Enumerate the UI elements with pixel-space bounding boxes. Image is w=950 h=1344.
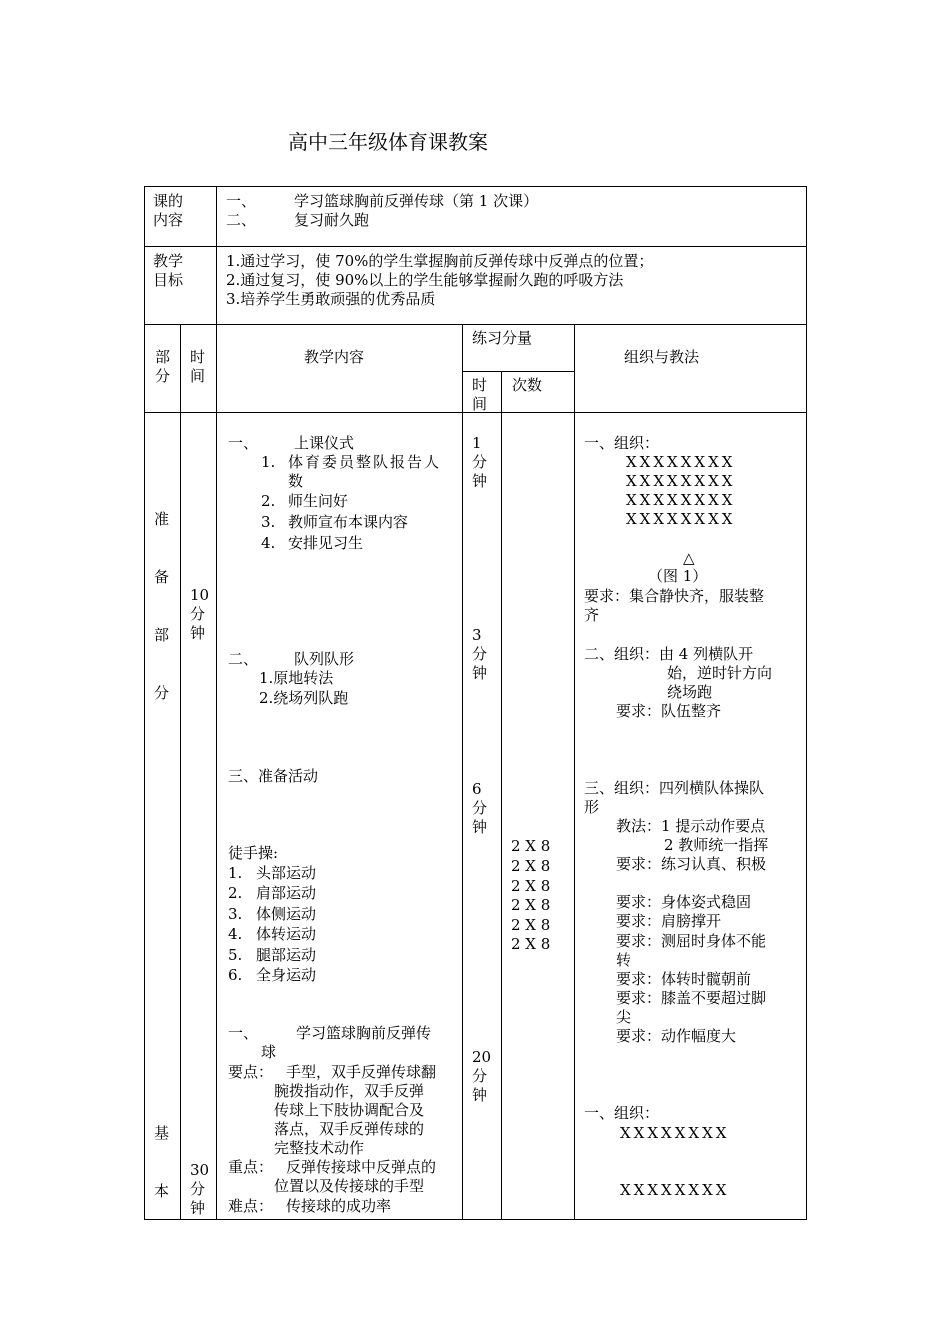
- header-time-1: 时: [190, 348, 206, 366]
- header-load: 练习分量: [472, 329, 533, 347]
- table-border-top: [144, 186, 807, 187]
- list-num: 6.: [228, 966, 243, 984]
- load-time: 钟: [472, 818, 488, 836]
- load-time: 6: [472, 780, 482, 798]
- org-req: 要求：练习认真、积极: [616, 855, 767, 873]
- list-num: 3.: [261, 513, 276, 531]
- org-req: 要求：体转时髋朝前: [616, 970, 752, 988]
- org-req: 要求：队伍整齐: [616, 702, 722, 720]
- load-count: 2 X 8: [511, 877, 551, 895]
- org-req: 要求：动作幅度大: [616, 1027, 737, 1045]
- org-o4: 一、组织：: [584, 1104, 660, 1122]
- load-time: 1: [472, 434, 482, 452]
- load-time: 20: [472, 1048, 492, 1066]
- key-line: 传球上下肢协调配合及: [274, 1101, 425, 1119]
- org-req: 要求：集合静快齐，服装整: [584, 587, 765, 605]
- basic-time: 钟: [190, 1199, 206, 1217]
- load-count: 2 X 8: [511, 935, 551, 953]
- header-load-time-1: 时: [472, 376, 488, 394]
- section-basic-char: 本: [154, 1182, 170, 1200]
- formation-row: XXXXXXXX: [620, 1181, 730, 1199]
- list-item: 全身运动: [256, 966, 317, 984]
- key-label: 要点：: [228, 1063, 274, 1081]
- content-s2-num: 二、: [228, 650, 259, 668]
- key-line: 完整技术动作: [274, 1139, 365, 1157]
- list-num: 5.: [228, 946, 243, 964]
- content-b1-num: 一、: [228, 1024, 259, 1042]
- col-divider-label: [216, 186, 217, 1220]
- goal-line: 1.通过学习，使 70%的学生掌握胸前反弹传球中反弹点的位置；: [226, 252, 654, 270]
- list-item: 体育委员整队报告人: [288, 453, 442, 471]
- list-item: 安排见习生: [288, 534, 364, 552]
- list-num: 1.: [228, 864, 243, 882]
- formation-row: XXXXXXXX: [620, 1124, 730, 1142]
- list-item: 腿部运动: [256, 946, 317, 964]
- list-num: 1.: [261, 453, 276, 471]
- list-item: 数: [288, 472, 304, 490]
- header-part-1: 部: [155, 348, 171, 366]
- list-num: 4.: [228, 925, 243, 943]
- org-req: 要求：身体姿式稳固: [616, 893, 752, 911]
- teacher-triangle-icon: △: [683, 549, 695, 567]
- section-prep-char: 备: [154, 568, 170, 586]
- load-count: 2 X 8: [511, 896, 551, 914]
- table-border-bottom: [144, 1219, 807, 1220]
- list-item: 头部运动: [256, 864, 317, 882]
- formation-row: XXXXXXXX: [626, 453, 736, 471]
- list-num: 2.: [261, 492, 276, 510]
- org-o2: 始，逆时针方向: [667, 664, 773, 682]
- section-prep-char: 分: [154, 684, 170, 702]
- list-num: 4.: [261, 534, 276, 552]
- load-time: 分: [472, 645, 488, 663]
- header-load-count: 次数: [512, 376, 543, 394]
- org-o3: 三、组织：四列横队体操队: [584, 779, 765, 797]
- section-prep-char: 部: [154, 626, 170, 644]
- header-org: 组织与教法: [624, 348, 700, 366]
- goal-label-2: 目标: [153, 271, 184, 289]
- basic-time: 分: [190, 1180, 206, 1198]
- org-req: 转: [616, 951, 632, 969]
- org-method: 2 教师统一指挥: [664, 836, 769, 854]
- load-time: 钟: [472, 472, 488, 490]
- load-time: 分: [472, 453, 488, 471]
- prep-time: 分: [190, 605, 206, 623]
- org-req: 齐: [584, 606, 600, 624]
- formation-row: XXXXXXXX: [626, 491, 736, 509]
- load-time: 3: [472, 626, 482, 644]
- focus-line: 位置以及传接球的手型: [274, 1177, 425, 1195]
- list-item: 肩部运动: [256, 884, 317, 902]
- formation-row: XXXXXXXX: [626, 472, 736, 490]
- row-divider-lesson: [144, 246, 807, 247]
- basic-time: 30: [190, 1161, 210, 1179]
- col-divider-count: [501, 371, 502, 1220]
- goal-line: 3.培养学生勇敢顽强的优秀品质: [226, 290, 436, 308]
- goal-label-1: 教学: [153, 252, 184, 270]
- load-time: 钟: [472, 1086, 488, 1104]
- list-item: 1.原地转法: [259, 669, 334, 687]
- list-item: 师生问好: [288, 492, 349, 510]
- prep-time: 钟: [190, 624, 206, 642]
- list-item: 2.绕场列队跑: [259, 689, 349, 707]
- lesson-item-num: 二、: [226, 211, 257, 229]
- org-req: 尖: [616, 1008, 632, 1026]
- diff-line: 传接球的成功率: [286, 1197, 392, 1215]
- formation-row: XXXXXXXX: [626, 510, 736, 528]
- list-num: 2.: [228, 884, 243, 902]
- col-divider-content: [462, 324, 463, 1220]
- row-divider-goal: [144, 324, 807, 325]
- section-prep-char: 准: [154, 510, 170, 528]
- lesson-item-text: 学习篮球胸前反弹传球（第 1 次课）: [294, 192, 539, 210]
- key-line: 手型，双手反弹传球翻: [286, 1063, 437, 1081]
- org-o1: 一、组织：: [584, 434, 660, 452]
- focus-line: 反弹传接球中反弹点的: [286, 1158, 437, 1176]
- table-border-right: [806, 186, 807, 1220]
- header-load-time-2: 间: [472, 395, 488, 413]
- key-line: 腕拨指动作，双手反弹: [274, 1082, 425, 1100]
- figure-caption: （图 1）: [648, 567, 708, 585]
- content-s1-num: 一、: [228, 434, 259, 452]
- prep-time: 10: [190, 586, 210, 604]
- load-time: 分: [472, 799, 488, 817]
- org-req: 要求：测屈时身体不能: [616, 932, 767, 950]
- list-num: 3.: [228, 905, 243, 923]
- org-o3: 形: [584, 798, 600, 816]
- lesson-item-text: 复习耐久跑: [294, 211, 370, 229]
- list-item: 体侧运动: [256, 905, 317, 923]
- table-border-left: [144, 186, 145, 1220]
- header-content: 教学内容: [304, 348, 365, 366]
- focus-label: 重点：: [228, 1158, 274, 1176]
- load-time: 钟: [472, 664, 488, 682]
- content-b1-title-2: 球: [261, 1043, 277, 1061]
- content-b1-title: 学习篮球胸前反弹传: [296, 1024, 432, 1042]
- org-req: 要求：膝盖不要超过脚: [616, 989, 767, 1007]
- lesson-item-num: 一、: [226, 192, 257, 210]
- header-part-2: 分: [155, 367, 171, 385]
- content-bare: 徒手操:: [228, 844, 279, 862]
- lesson-label-2: 内容: [153, 211, 184, 229]
- list-item: 体转运动: [256, 925, 317, 943]
- goal-line: 2.通过复习，使 90%以上的学生能够掌握耐久跑的呼吸方法: [226, 271, 624, 289]
- load-count: 2 X 8: [511, 916, 551, 934]
- header-time-2: 间: [190, 367, 206, 385]
- col-divider-load: [574, 324, 575, 1220]
- org-method: 教法：1 提示动作要点: [616, 817, 766, 835]
- org-o2: 绕场跑: [667, 683, 713, 701]
- org-req: 要求：肩膀撑开: [616, 912, 722, 930]
- lesson-label-1: 课的: [153, 192, 184, 210]
- diff-label: 难点：: [228, 1197, 274, 1215]
- content-s1-title: 上课仪式: [294, 434, 355, 452]
- page-title: 高中三年级体育课教案: [288, 130, 488, 154]
- list-item: 教师宣布本课内容: [288, 513, 409, 531]
- key-line: 落点，双手反弹传球的: [274, 1120, 425, 1138]
- section-basic-char: 基: [154, 1124, 170, 1142]
- load-count: 2 X 8: [511, 837, 551, 855]
- content-s3: 三、准备活动: [228, 767, 319, 785]
- load-count: 2 X 8: [511, 857, 551, 875]
- load-time: 分: [472, 1067, 488, 1085]
- col-divider-part: [180, 324, 181, 1220]
- load-header-divider: [462, 371, 574, 372]
- content-s2-title: 队列队形: [294, 650, 355, 668]
- org-o2: 二、组织：由 4 列横队开: [584, 645, 754, 663]
